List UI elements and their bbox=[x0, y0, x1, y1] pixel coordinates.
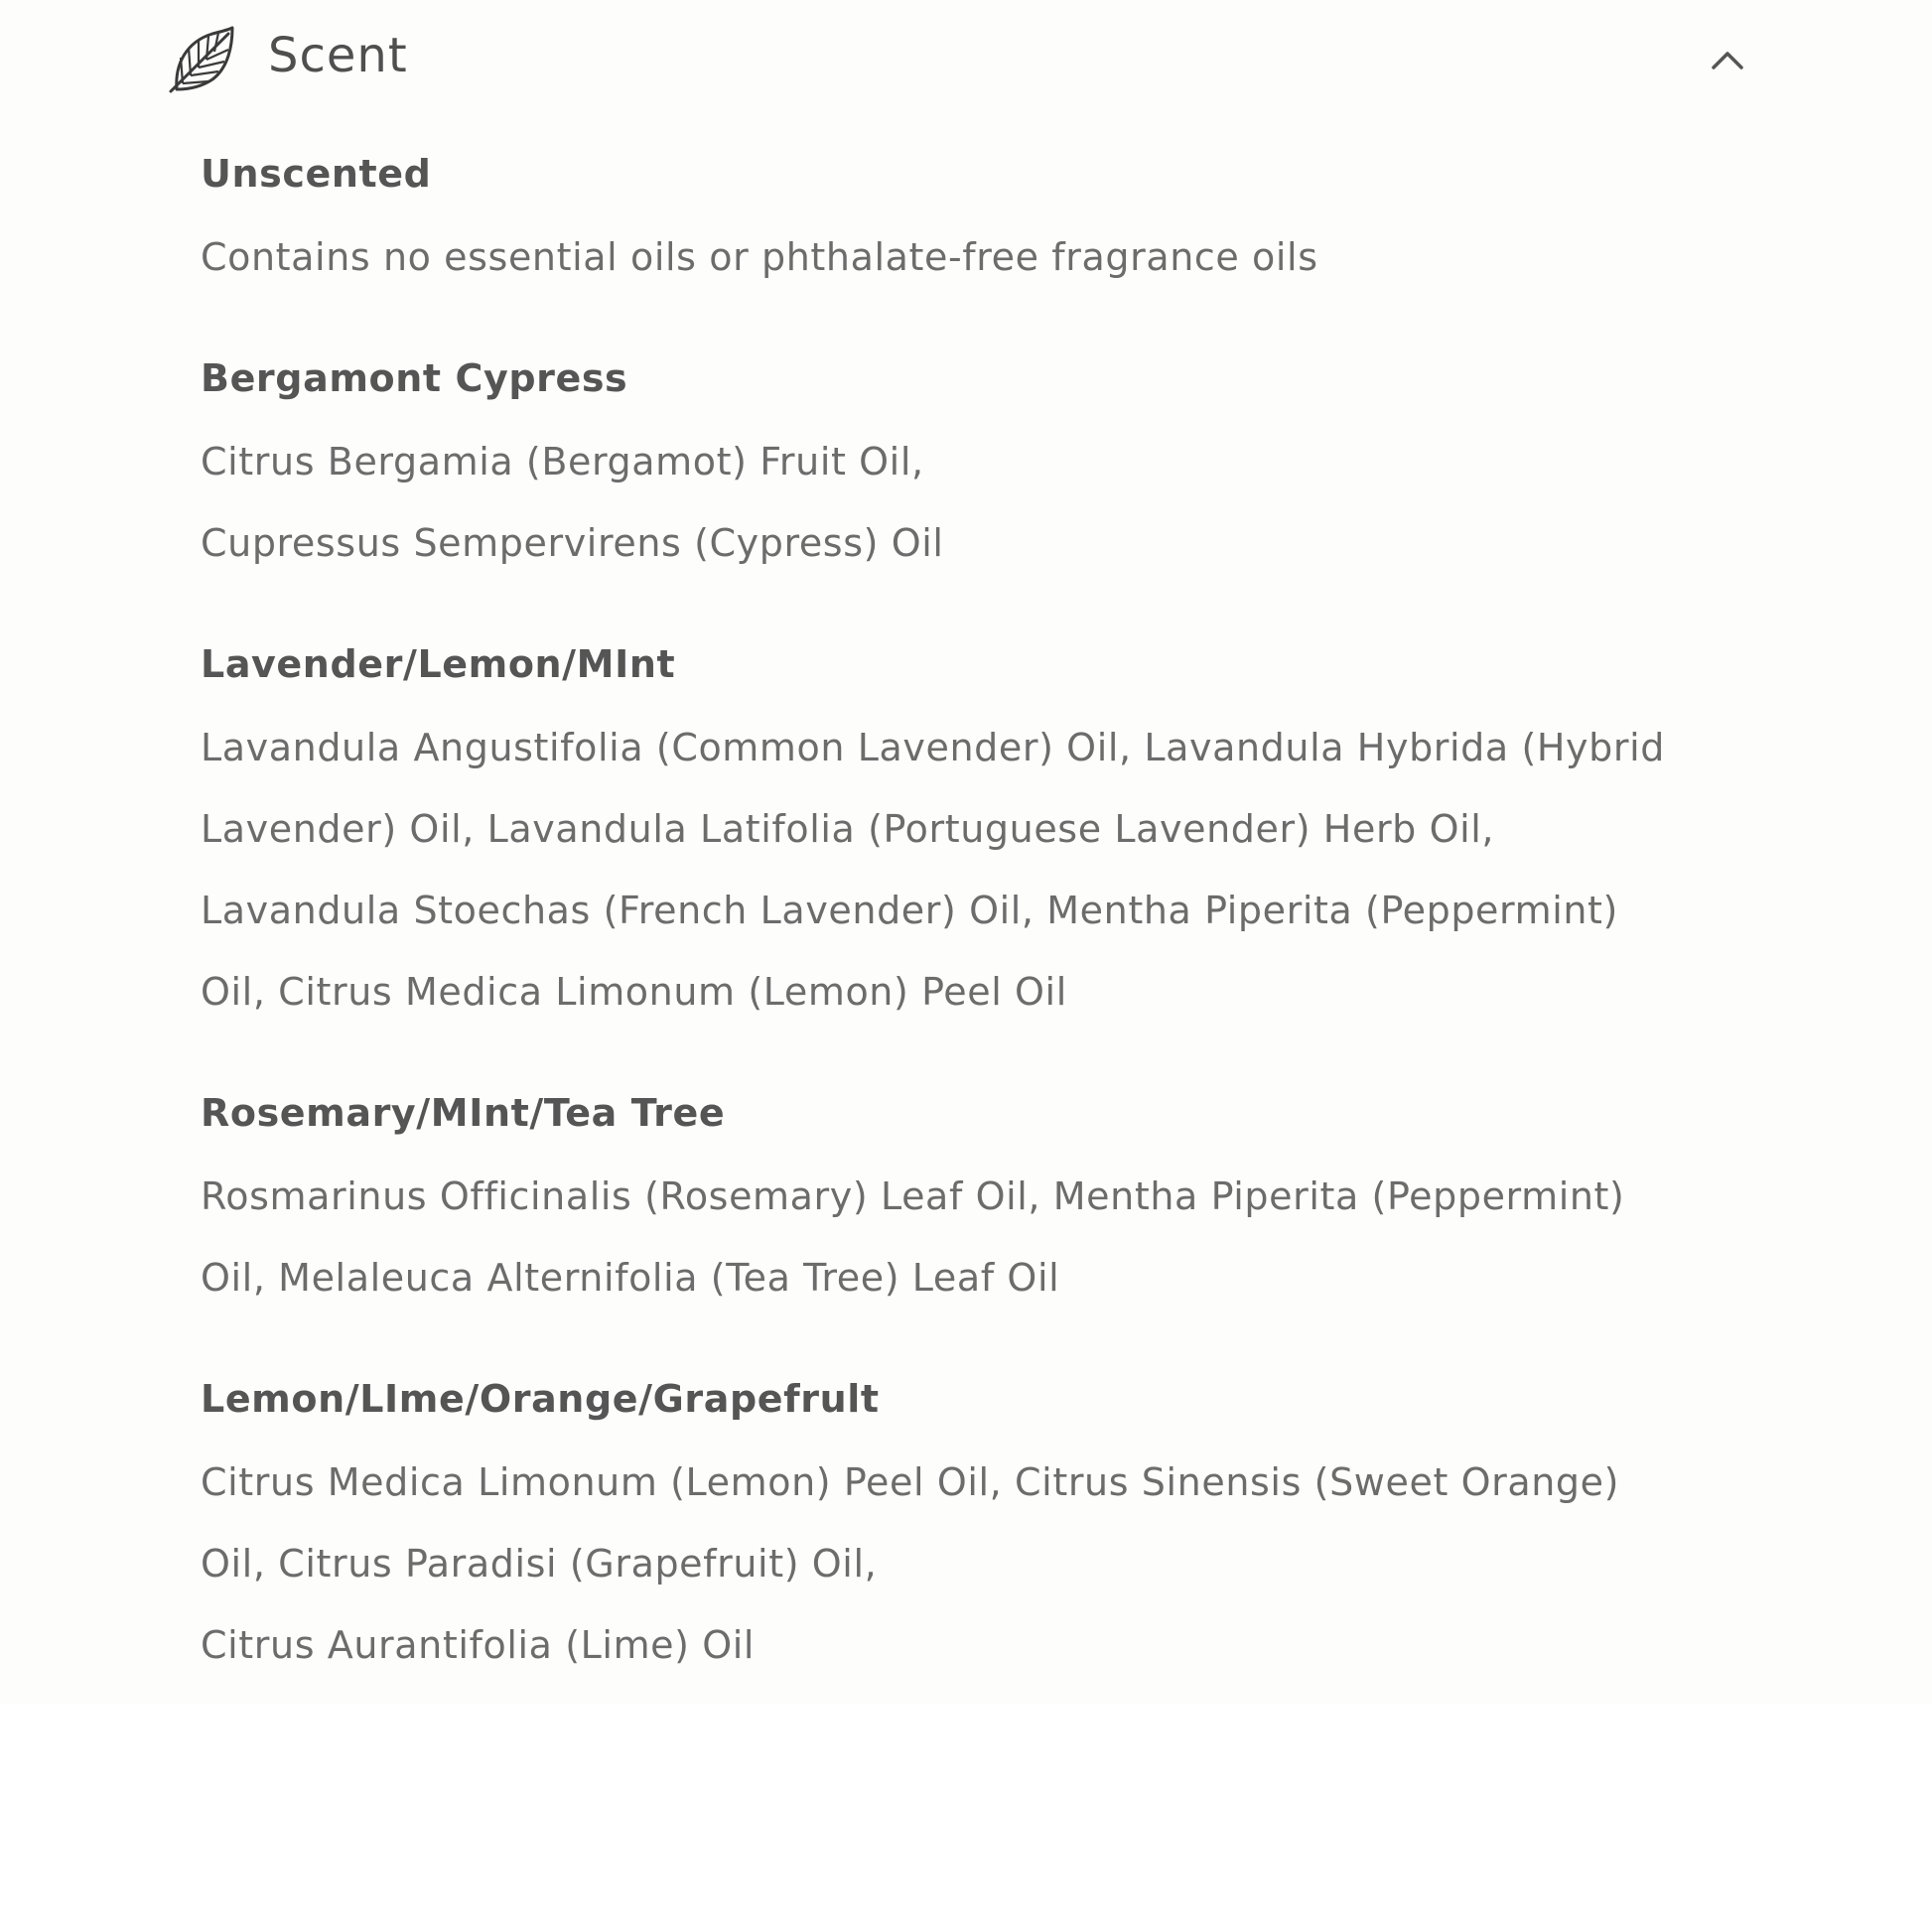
scent-name: Bergamont Cypress bbox=[201, 356, 628, 400]
scent-list bbox=[201, 139, 1829, 1731]
scent-ingredients bbox=[201, 216, 1829, 298]
scent-ingredients bbox=[201, 421, 1829, 584]
scent-item bbox=[201, 139, 1829, 298]
chevron-up-icon[interactable] bbox=[1708, 40, 1747, 79]
scent-name: Lemon/LIme/Orange/Grapefrult bbox=[201, 1377, 880, 1421]
scent-name: Unscented bbox=[201, 152, 432, 196]
ingredient-line: Oil, Citrus Paradisi (Grapefruit) Oil, bbox=[201, 1542, 878, 1586]
leaf-icon bbox=[169, 24, 236, 93]
scent-item bbox=[201, 629, 1829, 1033]
ingredient-line: Contains no essential oils or phthalate-free fragrance oils bbox=[201, 235, 1318, 279]
scent-name: Lavender/Lemon/MInt bbox=[201, 642, 676, 686]
ingredient-line: Citrus Bergamia (Bergamot) Fruit Oil, bbox=[201, 440, 924, 483]
ingredient-line: Citrus Aurantifolia (Lime) Oil bbox=[201, 1623, 756, 1667]
scent-accordion-header[interactable] bbox=[169, 22, 1777, 95]
scent-name: Rosemary/MInt/Tea Tree bbox=[201, 1091, 726, 1135]
ingredient-line: Cupressus Sempervirens (Cypress) Oil bbox=[201, 521, 944, 565]
scent-ingredients bbox=[201, 1156, 1829, 1318]
scent-ingredients bbox=[201, 707, 1829, 1033]
ingredient-line: Lavandula Stoechas (French Lavender) Oil, Mentha Piperita (Peppermint) bbox=[201, 889, 1618, 932]
scent-ingredients bbox=[201, 1442, 1829, 1686]
ingredient-line: Lavandula Angustifolia (Common Lavender) Oil, Lavandula Hybrida (Hybrid bbox=[201, 726, 1665, 769]
scent-item bbox=[201, 1364, 1829, 1686]
ingredient-line: Oil, Melaleuca Alternifolia (Tea Tree) Leaf Oil bbox=[201, 1256, 1060, 1300]
ingredient-line: Rosmarinus Officinalis (Rosemary) Leaf Oil, Mentha Piperita (Peppermint) bbox=[201, 1174, 1625, 1218]
ingredient-line: Lavender) Oil, Lavandula Latifolia (Portuguese Lavender) Herb Oil, bbox=[201, 807, 1495, 851]
scent-item bbox=[201, 1078, 1829, 1318]
section-title: Scent bbox=[268, 28, 408, 83]
ingredient-line: Oil, Citrus Medica Limonum (Lemon) Peel Oil bbox=[201, 970, 1067, 1014]
scent-item bbox=[201, 344, 1829, 584]
ingredient-line: Citrus Medica Limonum (Lemon) Peel Oil, Citrus Sinensis (Sweet Orange) bbox=[201, 1460, 1620, 1504]
